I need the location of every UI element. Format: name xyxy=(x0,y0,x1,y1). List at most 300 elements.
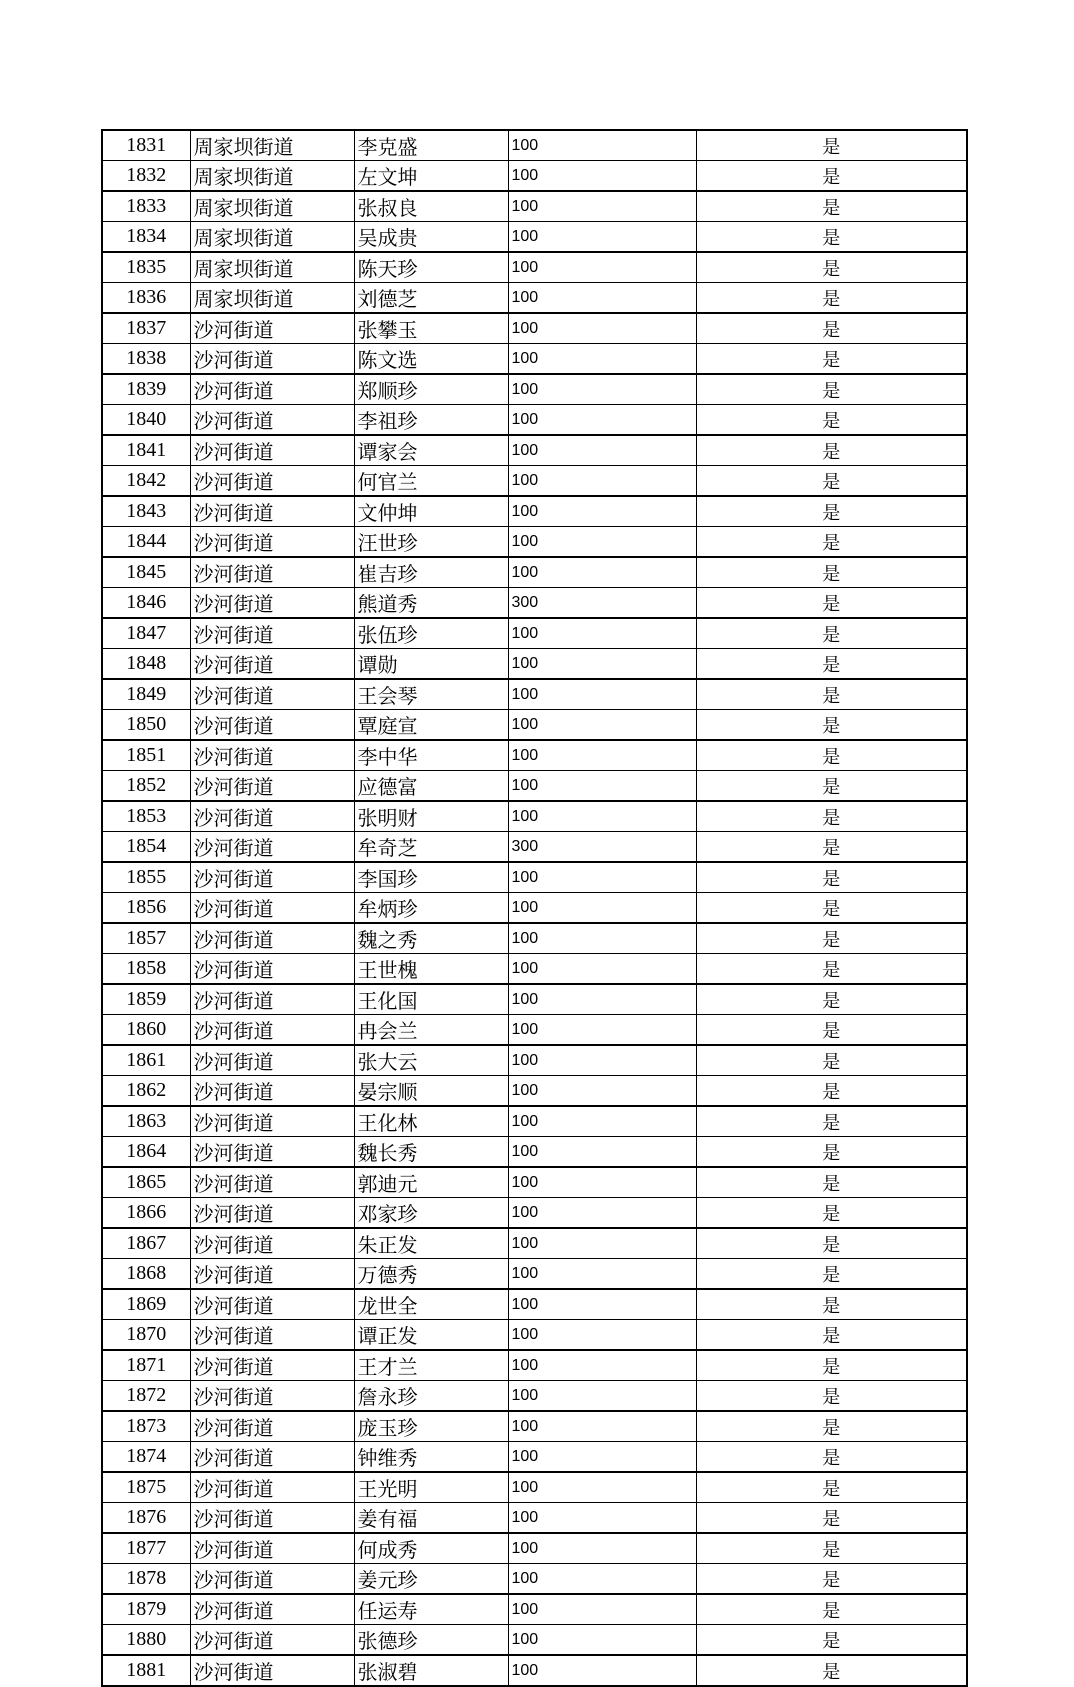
table-row xyxy=(102,1564,967,1595)
person-name-cell: 谭家会 xyxy=(354,435,508,466)
street-name-cell: 周家坝街道 xyxy=(190,191,354,222)
table-row xyxy=(102,1503,967,1534)
row-number-cell: 1833 xyxy=(102,191,190,222)
confirmed-cell: 是 xyxy=(696,1533,967,1564)
row-number-cell: 1880 xyxy=(102,1625,190,1656)
table-row xyxy=(102,1289,967,1320)
row-number-cell: 1843 xyxy=(102,496,190,527)
row-number-cell: 1875 xyxy=(102,1472,190,1503)
confirmed-cell: 是 xyxy=(696,679,967,710)
confirmed-cell: 是 xyxy=(696,1472,967,1503)
amount-cell: 100 xyxy=(508,1228,696,1259)
confirmed-cell: 是 xyxy=(696,405,967,436)
person-name-cell: 牟奇芝 xyxy=(354,832,508,863)
amount-cell: 100 xyxy=(508,1167,696,1198)
row-number-cell: 1859 xyxy=(102,984,190,1015)
person-name-cell: 张大云 xyxy=(354,1045,508,1076)
amount-cell: 100 xyxy=(508,1350,696,1381)
table-row xyxy=(102,588,967,619)
amount-cell: 100 xyxy=(508,1259,696,1290)
table-row xyxy=(102,130,967,161)
street-name-cell: 沙河街道 xyxy=(190,466,354,497)
row-number-cell: 1838 xyxy=(102,344,190,375)
person-name-cell: 张攀玉 xyxy=(354,313,508,344)
confirmed-cell: 是 xyxy=(696,344,967,375)
person-name-cell: 刘德芝 xyxy=(354,283,508,314)
confirmed-cell: 是 xyxy=(696,161,967,192)
street-name-cell: 沙河街道 xyxy=(190,527,354,558)
confirmed-cell: 是 xyxy=(696,1564,967,1595)
person-name-cell: 万德秀 xyxy=(354,1259,508,1290)
confirmed-cell: 是 xyxy=(696,771,967,802)
street-name-cell: 沙河街道 xyxy=(190,496,354,527)
confirmed-cell: 是 xyxy=(696,1228,967,1259)
row-number-cell: 1879 xyxy=(102,1594,190,1625)
confirmed-cell: 是 xyxy=(696,557,967,588)
confirmed-cell: 是 xyxy=(696,527,967,558)
amount-cell: 100 xyxy=(508,1472,696,1503)
amount-cell: 100 xyxy=(508,405,696,436)
confirmed-cell: 是 xyxy=(696,649,967,680)
confirmed-cell: 是 xyxy=(696,1320,967,1351)
amount-cell: 100 xyxy=(508,618,696,649)
person-name-cell: 何官兰 xyxy=(354,466,508,497)
confirmed-cell: 是 xyxy=(696,1655,967,1686)
amount-cell: 100 xyxy=(508,1137,696,1168)
amount-cell: 100 xyxy=(508,923,696,954)
person-name-cell: 郑顺珍 xyxy=(354,374,508,405)
table-row xyxy=(102,252,967,283)
street-name-cell: 周家坝街道 xyxy=(190,130,354,161)
amount-cell: 100 xyxy=(508,191,696,222)
street-name-cell: 沙河街道 xyxy=(190,1411,354,1442)
street-name-cell: 沙河街道 xyxy=(190,1350,354,1381)
street-name-cell: 沙河街道 xyxy=(190,618,354,649)
confirmed-cell: 是 xyxy=(696,283,967,314)
amount-cell: 100 xyxy=(508,1503,696,1534)
amount-cell: 100 xyxy=(508,679,696,710)
table-row xyxy=(102,984,967,1015)
table-row xyxy=(102,1411,967,1442)
table-row xyxy=(102,954,967,985)
row-number-cell: 1874 xyxy=(102,1442,190,1473)
table-row xyxy=(102,1106,967,1137)
table-row xyxy=(102,1137,967,1168)
confirmed-cell: 是 xyxy=(696,313,967,344)
person-name-cell: 冉会兰 xyxy=(354,1015,508,1046)
row-number-cell: 1837 xyxy=(102,313,190,344)
amount-cell: 100 xyxy=(508,893,696,924)
amount-cell: 100 xyxy=(508,954,696,985)
person-name-cell: 邓家珍 xyxy=(354,1198,508,1229)
amount-cell: 100 xyxy=(508,130,696,161)
person-name-cell: 詹永珍 xyxy=(354,1381,508,1412)
street-name-cell: 沙河街道 xyxy=(190,1625,354,1656)
table-row xyxy=(102,405,967,436)
street-name-cell: 沙河街道 xyxy=(190,1137,354,1168)
row-number-cell: 1836 xyxy=(102,283,190,314)
person-name-cell: 崔吉珍 xyxy=(354,557,508,588)
amount-cell: 100 xyxy=(508,435,696,466)
person-name-cell: 张德珍 xyxy=(354,1625,508,1656)
person-name-cell: 姜元珍 xyxy=(354,1564,508,1595)
table-row xyxy=(102,862,967,893)
street-name-cell: 沙河街道 xyxy=(190,405,354,436)
amount-cell: 100 xyxy=(508,984,696,1015)
confirmed-cell: 是 xyxy=(696,618,967,649)
street-name-cell: 沙河街道 xyxy=(190,1289,354,1320)
person-name-cell: 李国珍 xyxy=(354,862,508,893)
row-number-cell: 1881 xyxy=(102,1655,190,1686)
row-number-cell: 1863 xyxy=(102,1106,190,1137)
row-number-cell: 1865 xyxy=(102,1167,190,1198)
amount-cell: 100 xyxy=(508,1655,696,1686)
street-name-cell: 周家坝街道 xyxy=(190,222,354,253)
confirmed-cell: 是 xyxy=(696,1198,967,1229)
confirmed-cell: 是 xyxy=(696,1167,967,1198)
row-number-cell: 1869 xyxy=(102,1289,190,1320)
row-number-cell: 1850 xyxy=(102,710,190,741)
table-row xyxy=(102,313,967,344)
street-name-cell: 沙河街道 xyxy=(190,1564,354,1595)
amount-cell: 100 xyxy=(508,1381,696,1412)
row-number-cell: 1849 xyxy=(102,679,190,710)
street-name-cell: 沙河街道 xyxy=(190,649,354,680)
confirmed-cell: 是 xyxy=(696,923,967,954)
table-row xyxy=(102,1533,967,1564)
table-row xyxy=(102,1167,967,1198)
row-number-cell: 1868 xyxy=(102,1259,190,1290)
amount-cell: 100 xyxy=(508,557,696,588)
row-number-cell: 1858 xyxy=(102,954,190,985)
amount-cell: 100 xyxy=(508,466,696,497)
row-number-cell: 1848 xyxy=(102,649,190,680)
table-row xyxy=(102,1472,967,1503)
street-name-cell: 沙河街道 xyxy=(190,1442,354,1473)
row-number-cell: 1839 xyxy=(102,374,190,405)
amount-cell: 100 xyxy=(508,496,696,527)
amount-cell: 100 xyxy=(508,1533,696,1564)
street-name-cell: 沙河街道 xyxy=(190,954,354,985)
person-name-cell: 吴成贵 xyxy=(354,222,508,253)
table-row xyxy=(102,374,967,405)
table-row xyxy=(102,801,967,832)
table-row xyxy=(102,1076,967,1107)
street-name-cell: 沙河街道 xyxy=(190,344,354,375)
row-number-cell: 1861 xyxy=(102,1045,190,1076)
amount-cell: 300 xyxy=(508,588,696,619)
person-name-cell: 谭正发 xyxy=(354,1320,508,1351)
row-number-cell: 1854 xyxy=(102,832,190,863)
table-row xyxy=(102,679,967,710)
row-number-cell: 1844 xyxy=(102,527,190,558)
confirmed-cell: 是 xyxy=(696,191,967,222)
street-name-cell: 沙河街道 xyxy=(190,1259,354,1290)
confirmed-cell: 是 xyxy=(696,1045,967,1076)
street-name-cell: 沙河街道 xyxy=(190,893,354,924)
person-name-cell: 牟炳珍 xyxy=(354,893,508,924)
confirmed-cell: 是 xyxy=(696,1076,967,1107)
person-name-cell: 魏长秀 xyxy=(354,1137,508,1168)
person-name-cell: 王世槐 xyxy=(354,954,508,985)
street-name-cell: 沙河街道 xyxy=(190,435,354,466)
table-row xyxy=(102,527,967,558)
confirmed-cell: 是 xyxy=(696,496,967,527)
row-number-cell: 1831 xyxy=(102,130,190,161)
table-row xyxy=(102,1045,967,1076)
table-row xyxy=(102,435,967,466)
street-name-cell: 周家坝街道 xyxy=(190,161,354,192)
row-number-cell: 1832 xyxy=(102,161,190,192)
row-number-cell: 1872 xyxy=(102,1381,190,1412)
amount-cell: 100 xyxy=(508,649,696,680)
person-name-cell: 谭勋 xyxy=(354,649,508,680)
row-number-cell: 1840 xyxy=(102,405,190,436)
confirmed-cell: 是 xyxy=(696,1381,967,1412)
row-number-cell: 1852 xyxy=(102,771,190,802)
amount-cell: 100 xyxy=(508,527,696,558)
confirmed-cell: 是 xyxy=(696,740,967,771)
street-name-cell: 沙河街道 xyxy=(190,740,354,771)
street-name-cell: 沙河街道 xyxy=(190,1655,354,1686)
person-name-cell: 晏宗顺 xyxy=(354,1076,508,1107)
person-name-cell: 张明财 xyxy=(354,801,508,832)
row-number-cell: 1876 xyxy=(102,1503,190,1534)
confirmed-cell: 是 xyxy=(696,588,967,619)
table-row xyxy=(102,1594,967,1625)
confirmed-cell: 是 xyxy=(696,435,967,466)
amount-cell: 100 xyxy=(508,1594,696,1625)
street-name-cell: 沙河街道 xyxy=(190,1015,354,1046)
amount-cell: 100 xyxy=(508,161,696,192)
street-name-cell: 沙河街道 xyxy=(190,1198,354,1229)
row-number-cell: 1835 xyxy=(102,252,190,283)
person-name-cell: 张淑碧 xyxy=(354,1655,508,1686)
person-name-cell: 郭迪元 xyxy=(354,1167,508,1198)
amount-cell: 100 xyxy=(508,374,696,405)
person-name-cell: 姜有福 xyxy=(354,1503,508,1534)
confirmed-cell: 是 xyxy=(696,1106,967,1137)
amount-cell: 100 xyxy=(508,862,696,893)
row-number-cell: 1853 xyxy=(102,801,190,832)
table-row xyxy=(102,893,967,924)
confirmed-cell: 是 xyxy=(696,710,967,741)
table-row xyxy=(102,771,967,802)
table-row xyxy=(102,1655,967,1686)
confirmed-cell: 是 xyxy=(696,374,967,405)
person-name-cell: 王才兰 xyxy=(354,1350,508,1381)
row-number-cell: 1866 xyxy=(102,1198,190,1229)
person-name-cell: 张伍珍 xyxy=(354,618,508,649)
street-name-cell: 沙河街道 xyxy=(190,1076,354,1107)
street-name-cell: 沙河街道 xyxy=(190,557,354,588)
confirmed-cell: 是 xyxy=(696,984,967,1015)
person-name-cell: 李祖珍 xyxy=(354,405,508,436)
table-row xyxy=(102,344,967,375)
confirmed-cell: 是 xyxy=(696,222,967,253)
row-number-cell: 1847 xyxy=(102,618,190,649)
street-name-cell: 沙河街道 xyxy=(190,313,354,344)
person-name-cell: 任运寿 xyxy=(354,1594,508,1625)
confirmed-cell: 是 xyxy=(696,893,967,924)
row-number-cell: 1856 xyxy=(102,893,190,924)
amount-cell: 100 xyxy=(508,1198,696,1229)
table-row xyxy=(102,1320,967,1351)
amount-cell: 300 xyxy=(508,832,696,863)
amount-cell: 100 xyxy=(508,1015,696,1046)
street-name-cell: 沙河街道 xyxy=(190,1045,354,1076)
person-name-cell: 何成秀 xyxy=(354,1533,508,1564)
person-name-cell: 应德富 xyxy=(354,771,508,802)
amount-cell: 100 xyxy=(508,1045,696,1076)
row-number-cell: 1851 xyxy=(102,740,190,771)
table-row xyxy=(102,618,967,649)
table-row xyxy=(102,1350,967,1381)
person-name-cell: 熊道秀 xyxy=(354,588,508,619)
street-name-cell: 沙河街道 xyxy=(190,832,354,863)
table-row xyxy=(102,740,967,771)
person-name-cell: 陈文选 xyxy=(354,344,508,375)
confirmed-cell: 是 xyxy=(696,862,967,893)
amount-cell: 100 xyxy=(508,1625,696,1656)
person-name-cell: 陈天珍 xyxy=(354,252,508,283)
confirmed-cell: 是 xyxy=(696,1411,967,1442)
row-number-cell: 1862 xyxy=(102,1076,190,1107)
amount-cell: 100 xyxy=(508,283,696,314)
person-name-cell: 王化国 xyxy=(354,984,508,1015)
row-number-cell: 1845 xyxy=(102,557,190,588)
street-name-cell: 周家坝街道 xyxy=(190,252,354,283)
street-name-cell: 沙河街道 xyxy=(190,1472,354,1503)
street-name-cell: 沙河街道 xyxy=(190,984,354,1015)
amount-cell: 100 xyxy=(508,222,696,253)
person-name-cell: 朱正发 xyxy=(354,1228,508,1259)
confirmed-cell: 是 xyxy=(696,466,967,497)
person-name-cell: 张叔良 xyxy=(354,191,508,222)
row-number-cell: 1867 xyxy=(102,1228,190,1259)
confirmed-cell: 是 xyxy=(696,1015,967,1046)
amount-cell: 100 xyxy=(508,344,696,375)
confirmed-cell: 是 xyxy=(696,252,967,283)
person-name-cell: 庞玉珍 xyxy=(354,1411,508,1442)
table-row xyxy=(102,1442,967,1473)
row-number-cell: 1860 xyxy=(102,1015,190,1046)
amount-cell: 100 xyxy=(508,740,696,771)
table-row xyxy=(102,222,967,253)
confirmed-cell: 是 xyxy=(696,1503,967,1534)
amount-cell: 100 xyxy=(508,1564,696,1595)
amount-cell: 100 xyxy=(508,771,696,802)
confirmed-cell: 是 xyxy=(696,832,967,863)
confirmed-cell: 是 xyxy=(696,1442,967,1473)
street-name-cell: 沙河街道 xyxy=(190,1533,354,1564)
street-name-cell: 沙河街道 xyxy=(190,923,354,954)
amount-cell: 100 xyxy=(508,1320,696,1351)
table-row xyxy=(102,1015,967,1046)
table-row xyxy=(102,466,967,497)
street-name-cell: 沙河街道 xyxy=(190,1228,354,1259)
street-name-cell: 沙河街道 xyxy=(190,374,354,405)
street-name-cell: 沙河街道 xyxy=(190,862,354,893)
row-number-cell: 1842 xyxy=(102,466,190,497)
confirmed-cell: 是 xyxy=(696,1289,967,1320)
confirmed-cell: 是 xyxy=(696,954,967,985)
table-row xyxy=(102,191,967,222)
amount-cell: 100 xyxy=(508,1289,696,1320)
street-name-cell: 沙河街道 xyxy=(190,1320,354,1351)
person-name-cell: 钟维秀 xyxy=(354,1442,508,1473)
confirmed-cell: 是 xyxy=(696,1137,967,1168)
row-number-cell: 1878 xyxy=(102,1564,190,1595)
person-name-cell: 王化林 xyxy=(354,1106,508,1137)
table-row xyxy=(102,557,967,588)
row-number-cell: 1834 xyxy=(102,222,190,253)
street-name-cell: 沙河街道 xyxy=(190,1381,354,1412)
table-row xyxy=(102,496,967,527)
table-row xyxy=(102,1228,967,1259)
row-number-cell: 1871 xyxy=(102,1350,190,1381)
street-name-cell: 沙河街道 xyxy=(190,679,354,710)
table-row xyxy=(102,710,967,741)
street-name-cell: 沙河街道 xyxy=(190,1167,354,1198)
person-name-cell: 左文坤 xyxy=(354,161,508,192)
amount-cell: 100 xyxy=(508,1411,696,1442)
person-name-cell: 文仲坤 xyxy=(354,496,508,527)
row-number-cell: 1877 xyxy=(102,1533,190,1564)
street-name-cell: 沙河街道 xyxy=(190,1503,354,1534)
person-name-cell: 李克盛 xyxy=(354,130,508,161)
row-number-cell: 1857 xyxy=(102,923,190,954)
row-number-cell: 1846 xyxy=(102,588,190,619)
table-row xyxy=(102,649,967,680)
row-number-cell: 1873 xyxy=(102,1411,190,1442)
person-name-cell: 李中华 xyxy=(354,740,508,771)
street-name-cell: 沙河街道 xyxy=(190,1106,354,1137)
street-name-cell: 沙河街道 xyxy=(190,801,354,832)
amount-cell: 100 xyxy=(508,313,696,344)
beneficiary-table xyxy=(101,129,968,1687)
amount-cell: 100 xyxy=(508,710,696,741)
amount-cell: 100 xyxy=(508,801,696,832)
table-body xyxy=(102,130,967,1686)
person-name-cell: 覃庭宣 xyxy=(354,710,508,741)
confirmed-cell: 是 xyxy=(696,1259,967,1290)
person-name-cell: 汪世珍 xyxy=(354,527,508,558)
street-name-cell: 沙河街道 xyxy=(190,1594,354,1625)
confirmed-cell: 是 xyxy=(696,1625,967,1656)
amount-cell: 100 xyxy=(508,1106,696,1137)
table-row xyxy=(102,1625,967,1656)
confirmed-cell: 是 xyxy=(696,1350,967,1381)
confirmed-cell: 是 xyxy=(696,1594,967,1625)
table-row xyxy=(102,832,967,863)
person-name-cell: 龙世全 xyxy=(354,1289,508,1320)
amount-cell: 100 xyxy=(508,252,696,283)
row-number-cell: 1870 xyxy=(102,1320,190,1351)
table-row xyxy=(102,1259,967,1290)
confirmed-cell: 是 xyxy=(696,130,967,161)
table-row xyxy=(102,923,967,954)
row-number-cell: 1864 xyxy=(102,1137,190,1168)
street-name-cell: 周家坝街道 xyxy=(190,283,354,314)
street-name-cell: 沙河街道 xyxy=(190,710,354,741)
person-name-cell: 魏之秀 xyxy=(354,923,508,954)
row-number-cell: 1855 xyxy=(102,862,190,893)
table-row xyxy=(102,1198,967,1229)
table-row xyxy=(102,1381,967,1412)
person-name-cell: 王会琴 xyxy=(354,679,508,710)
amount-cell: 100 xyxy=(508,1076,696,1107)
